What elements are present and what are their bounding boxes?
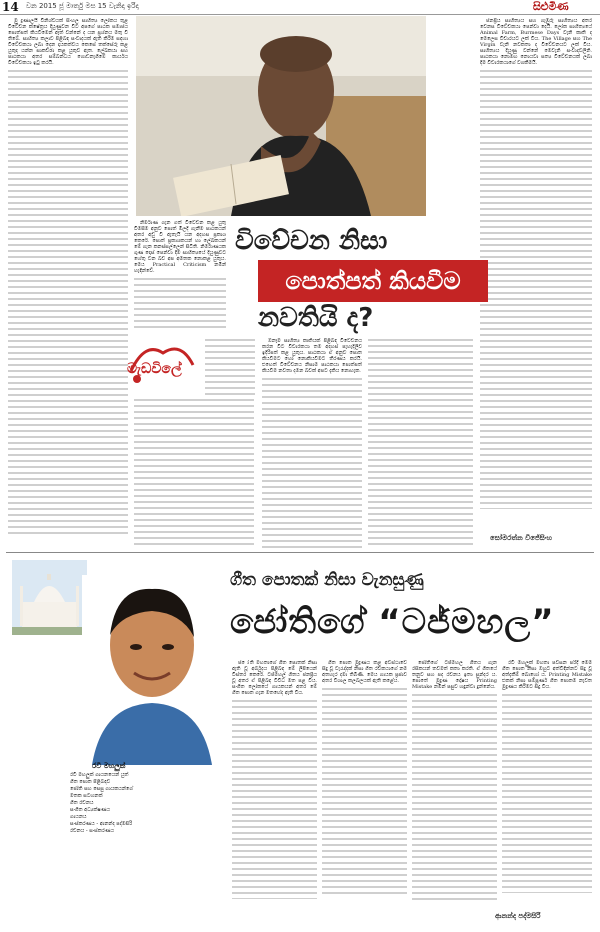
date-line: වන 2015 ජූ මාර්තු මස 15 වැනිදා ඉරිදා: [26, 2, 139, 10]
article1-column-2c: [134, 398, 254, 548]
article2-text-filler-3: [412, 693, 497, 903]
masthead: සිළුමිණ: [533, 0, 569, 13]
article2-photo: [82, 575, 222, 765]
article2-text-filler-4: [502, 693, 592, 893]
article1-text-filler-5: [480, 69, 592, 509]
article2-text-filler-2: [322, 687, 407, 897]
article1-column-2a: [134, 220, 226, 330]
article1-column-1: [8, 18, 128, 538]
article1-text-filler-3: [262, 377, 362, 548]
article2-text-1: ජ ‍‍ෝති මහතාගේ ගීත පොතක් නිසා ඇති වූ අර්බුදය පිළිබඳ මේ ලිපියෙන් විස්තර කෙරේ. ටජ්මහල් ගීතය ජනප්‍රිය වූ අතර ඒ පිළිබඳ විවිධ මත පළ විය. සංගීත ලෝකයේ ගායකයන් අතර මේ ගීත පොත ගැන මතභේද ඇති විය.: [232, 660, 317, 696]
article1-text-1: මු ද්‍රණාලයී විනිශ්චයක් සිංහල සාහිත්‍ය ලෝකය තුළ විවේචන ක්ෂේත්‍රය දියුණුවන විට අපගේ පාඨක සමාජය පොත්පත් කියවීමෙන් ඈත් වන්නේ ද යන ප්‍රශ්නය මතු වී තිබේ. සාහිත්‍ය කලාව පිළිබඳ සංවාදයක් ඇති කිරීම සඳහා විවේචකයා ලබා දෙන දායකත්වය කෙසේ තක්සේරු කළ යුතුද යන්න සාකච්ඡා කළ යුතුව ඇත. ලේඛකයා සහ පාඨකයා අතර සම්බන්ධය ගොඩනැගීමේ කාර්යය විවේචකයා ඉටු කරයි.: [8, 18, 128, 66]
article2-credits: [70, 772, 170, 835]
article2-column-1: [232, 660, 317, 910]
article2-text-4: රවී මහලුක් මහතා පවසන පරිදි මෙම ගීත පොත නිසා ඔහුට අත්විඳින්නට සිදු වූ අත්දැකීම් බොහෝ ය. Printing Mistake එකක් නිසා සම්පූර්ණ ගීත පොතම නැවත මුද්‍රණය කිරීමට සිදු විය.: [502, 660, 592, 690]
article1-text-filler-1: [8, 69, 128, 538]
credit-line: රවී මහලුක් ගායනයෙන් යුත්: [70, 772, 129, 778]
section-logo-text: මැඩවිලේ: [127, 361, 182, 377]
page-header: [0, 0, 600, 15]
article1-text-3: ඕනෑම සාහිත්‍ය කෘතියක් පිළිබඳ විවේචනය කරන විට විචාරකයා තම අදහස් පැහැදිලිව ඉදිරිපත් කළ යුතුය. පාඨකයා ඒ අනුව පොත කියවීමට හෝ නොකියවීමට තීරණය කරයි. එහෙත් විවේචනය නිසාම පාඨකයා පොත්පත් කියවීම නවතා දමන බවක් අපට දැකිය නොහැක.: [262, 338, 362, 374]
article2-byline: ආනන්ද පද්මසිරි: [495, 912, 541, 920]
credit-line: සංගීත අධ්‍යක්ෂණය: [70, 807, 111, 813]
article1-column-3: [262, 338, 362, 548]
article1-headline-line1: විවේචන නිසා: [235, 226, 388, 256]
article1-photo: [136, 16, 426, 216]
article1-text-filler-2c: [134, 398, 254, 548]
man-reading-illustration: [136, 16, 426, 216]
credit-line: ගීත රචනය: [70, 800, 94, 806]
credit-line: රචනය - සංස්කරණය: [70, 828, 115, 834]
credit-line: ජෝති සහ සෙසු ගායකයන්ගේ: [70, 786, 133, 792]
taj-mahal-icon: [12, 560, 87, 635]
photo-caption: රවී මහලුක්: [92, 762, 126, 770]
article1-byline: සෝමරත්න විජේසිංහ: [490, 534, 553, 542]
article1-text-filler-2b: [205, 338, 255, 398]
portrait-illustration: [82, 575, 222, 765]
credit-line: මතක සටහනක්: [70, 793, 103, 799]
article2-text-3: ජෝතිගේ ටජ්මහල ගීතය ගැන රසිකයන් තවමත් කතා කරති. ඒ ගීතයේ තනුව සහ පද රචනය ඉතා සුන්දර ය. පොතේ මුද්‍රණ දෝෂය Printing Mistake නමින් පසුව හඳුන්වා දුන්නේය.: [412, 660, 497, 690]
article2-column-4: [502, 660, 592, 910]
page-number: 14: [2, 0, 19, 14]
article2-headline: ජෝතිගේ “ටජ්මහල”: [230, 602, 555, 642]
section-logo: [123, 335, 201, 393]
article1-text-2: නිර්මාණ ගැන ගත් විවේචන කළ යුතු විමසීම අනුව පොත් මිලදී ගැනීම පාඨකයන් අතර අඩු වී ඇතැයි යන අදහස ප්‍රකාශ කෙරේ. පොත් ප්‍රකාශකයන් හා ලේඛකයන් මේ ගැන කනස්සල්ලෙන් සිටිති. නිර්මාණයක ගුණ දොස් පෙන්වා දීම සාහිත්‍යයේ දියුණුවට හේතු වන බව අප අමතක නොකළ යුතුය. මෙය Practical Criticism නමින් හැඳින්වේ.: [134, 220, 226, 274]
article2-column-3: [412, 660, 497, 910]
article1-headline-line2: පොත්පත් කියවීම: [258, 260, 488, 302]
article1-text-filler-4: [368, 338, 473, 548]
credit-line: ගායනය: [70, 814, 87, 820]
article-divider: [6, 552, 594, 553]
credit-line: සංස්කරණය - ආනන්ද පද්මසිරි: [70, 821, 133, 827]
article1-headline-line3: නවතියි ද?: [258, 303, 374, 333]
article1-text-4: ජනප්‍රිය සාහිත්‍යය සහ ගැඹුරු සාහිත්‍යය අතර වෙනස විවේචකයා පෙන්වා දෙයි. ලෝක සාහිත්‍යයේ Animal Farm, Burmese Days වැනි කෘති ද මෙලෙස විචාරයට ලක් විය. The Village සහ The Virgin වැනි නවකතා ද විවේචනයට ලක් විය. සාහිත්‍යය දියුණු වන්නේ මෙවැනි සංවාදවලිනි. පාඨකයා නොමඟ නොයවා සත්‍ය විවේචනයක් ලබා දීම විචාරකයාගේ වගකීමයි.: [480, 18, 592, 66]
article2-text-filler-1: [232, 699, 317, 899]
article2-text-2: ගීත පොත මුද්‍රණය කළ අවස්ථාවේ සිදු වූ වැරැද්දක් නිසා ගීත රචකයාගේ නම අතහැර දමා තිබිණි. මෙය ගායක ප්‍රජාව අතර විශාල කලබලයක් ඇති කළේය.: [322, 660, 407, 684]
taj-mahal-image: [12, 560, 87, 635]
article1-column-4: [368, 338, 473, 548]
credit-line: ගීත පොත පිළිබඳව: [70, 779, 111, 785]
article1-text-filler-2a: [134, 277, 226, 330]
article1-column-2b: [205, 338, 255, 398]
article2-subheadline: ගීත පොතක් නිසා වැනසුණු: [230, 570, 424, 590]
article1-column-5: [480, 18, 592, 538]
article2-column-2: [322, 660, 407, 910]
